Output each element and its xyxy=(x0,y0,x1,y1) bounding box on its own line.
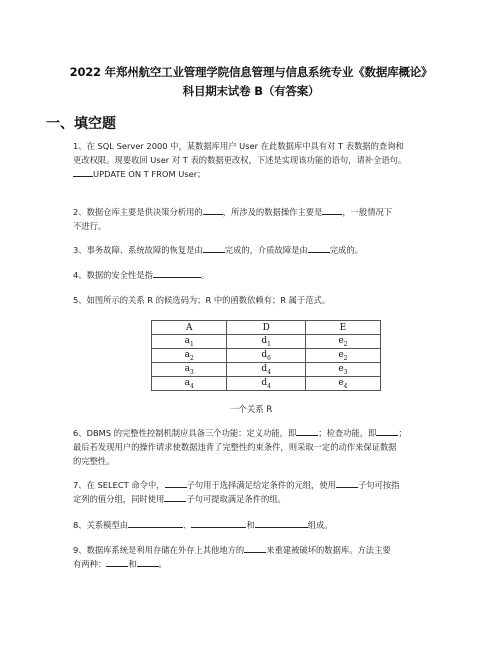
question-9 xyxy=(73,543,449,571)
q6-line2: 最后若发现用户的操作请求使数据违背了完整性约束条件，则采取一定的动作来保证数据 xyxy=(73,442,397,452)
question-3 xyxy=(73,243,449,257)
table-caption: 一个关系 R xyxy=(229,405,273,415)
title-line-2: 科目期末试卷 B（有答案） xyxy=(182,84,320,98)
q6-line3: 的完整性。 xyxy=(73,456,115,466)
table-cell: $d_4$ xyxy=(227,363,305,377)
answer-blank[interactable] xyxy=(191,518,246,528)
section-heading-fill-in: 一、填空题 xyxy=(46,116,116,132)
q9-text-1: 9、数据库系统是利用存储在外存上其他地方的 xyxy=(73,545,245,555)
q5-text: 5、如图所示的关系 R 的候选码为；R 中的函数依赖有；R 属于范式。 xyxy=(73,295,331,305)
answer-blank[interactable] xyxy=(255,518,308,528)
answer-blank[interactable] xyxy=(322,205,342,215)
q8-text-1: 8、关系模型由 xyxy=(73,520,129,530)
table-row xyxy=(152,377,381,391)
q1-line1: 1、在 SQL Server 2000 中，某数据库用户 User 在此数据库中具有对 T 表数据的查询和 xyxy=(73,141,404,151)
table-cell: $a_2$ xyxy=(152,349,227,363)
question-6 xyxy=(73,426,449,468)
answer-blank[interactable] xyxy=(106,557,128,567)
question-2 xyxy=(73,205,449,233)
answer-blank[interactable] xyxy=(244,543,266,553)
answer-blank[interactable] xyxy=(73,167,93,177)
answer-blank[interactable] xyxy=(203,243,225,253)
table-cell: $a_4$ xyxy=(152,377,227,391)
table-cell: $d_6$ xyxy=(227,349,305,363)
q7-text-1: 7、在 SELECT 命令中， xyxy=(73,480,165,490)
q7-text-3: 子句可按指 xyxy=(357,480,400,490)
q9-text-2: 来重建被破坏的数据库。方法主要 xyxy=(266,545,391,555)
table-cell: $a_1$ xyxy=(152,335,227,349)
column-header: A xyxy=(152,321,227,335)
answer-blank[interactable] xyxy=(128,518,183,528)
q2-text-2: ，所涉及的数据操作主要是 xyxy=(222,207,323,217)
q6-text-2: ；检查功能，即 xyxy=(318,428,377,438)
q3-text-2: 完成的，介质故障是由 xyxy=(224,245,308,255)
q2-text-3: ，一般情况下 xyxy=(342,207,393,217)
q7-text-2: 子句用于选择满足给定条件的元组，使用 xyxy=(186,480,336,490)
q7-text-5: 子句可提取满足条件的组。 xyxy=(186,494,286,504)
q9-text-3: 有两种： xyxy=(73,559,107,569)
answer-blank[interactable] xyxy=(296,426,318,436)
table-header-row xyxy=(152,321,381,335)
q6-text-3: ； xyxy=(398,428,407,438)
q3-text-3: 完成的。 xyxy=(329,245,363,255)
q3-text-1: 3、事务故障、系统故障的恢复是由 xyxy=(73,245,203,255)
answer-blank[interactable] xyxy=(336,478,358,488)
answer-blank[interactable] xyxy=(137,557,159,567)
q8-text-3: 和 xyxy=(246,520,255,530)
table-row xyxy=(152,363,381,377)
table-cell: $a_3$ xyxy=(152,363,227,377)
table-cell: $d_1$ xyxy=(227,335,305,349)
q1-line3: UPDATE ON T FROM User； xyxy=(93,169,206,179)
table-cell: $e_4$ xyxy=(305,377,380,391)
table-row xyxy=(152,349,381,363)
answer-blank[interactable] xyxy=(203,205,223,215)
q2-text-1: 2、数据仓库主要是供决策分析用的 xyxy=(73,207,203,217)
column-header: E xyxy=(305,321,380,335)
q6-text-1: 6、DBMS 的完整性控制机制应具备三个功能：定义功能，即 xyxy=(73,428,297,438)
table-row xyxy=(152,335,381,349)
title-line-1: 2022 年郑州航空工业管理学院信息管理与信息系统专业《数据库概论》 xyxy=(69,65,433,79)
table-cell: $e_2$ xyxy=(305,349,380,363)
question-7 xyxy=(73,478,449,506)
q4-text-1: 4、数据的安全性是指 xyxy=(73,270,153,280)
table-cell: $e_2$ xyxy=(305,335,380,349)
question-5 xyxy=(73,293,449,307)
question-1 xyxy=(73,139,449,181)
answer-blank[interactable] xyxy=(376,426,398,436)
question-4 xyxy=(73,268,449,282)
q8-text-2: 、 xyxy=(183,520,192,530)
answer-blank[interactable] xyxy=(308,243,330,253)
question-8 xyxy=(73,518,449,532)
answer-blank[interactable] xyxy=(165,478,187,488)
q9-text-5: 。 xyxy=(158,559,167,569)
document-title xyxy=(20,63,482,101)
answer-blank[interactable] xyxy=(153,268,201,278)
q2-line2: 不进行。 xyxy=(73,221,107,231)
q1-line2: 更改权限。现要收回 User 对 T 表的数据更改权，下述是实现该功能的语句，请补全语句。 xyxy=(73,155,407,165)
table-cell: $d_4$ xyxy=(227,377,305,391)
column-header: D xyxy=(227,321,305,335)
q8-text-4: 组成。 xyxy=(307,520,333,530)
q4-text-2: 。 xyxy=(200,270,210,280)
answer-blank[interactable] xyxy=(164,492,186,502)
q7-text-4: 定列的值分组，同时使用 xyxy=(73,494,165,504)
table-cell: $e_3$ xyxy=(305,363,380,377)
q9-text-4: 和 xyxy=(128,559,137,569)
relation-r-table xyxy=(151,320,381,391)
